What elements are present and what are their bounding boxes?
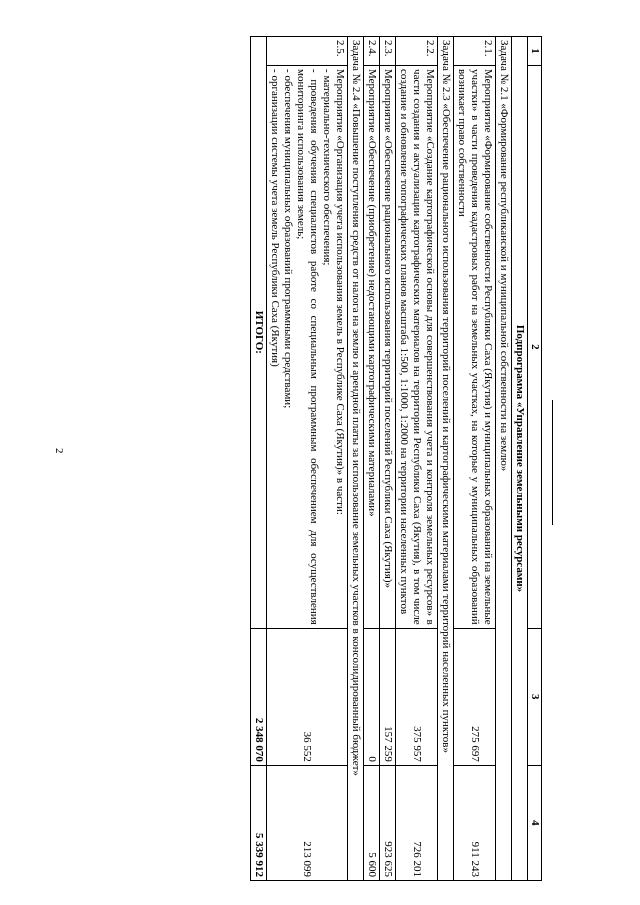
table-row: [364, 37, 380, 881]
list-item: - организации системы учета земель Республики Саха (Якутия): [269, 69, 281, 367]
divider-line: [552, 400, 553, 525]
amount-cell: 375 957: [396, 628, 438, 765]
total-row: [251, 37, 267, 881]
page-number: 2: [53, 448, 65, 454]
task-row: [438, 37, 454, 881]
amount-cell: 36 552: [267, 628, 348, 765]
item-description: Мероприятие «Обеспечение рационального использования территорий поселений Республики Саха (Якутия)»: [380, 66, 396, 629]
table-row: [380, 37, 396, 881]
amount-cell: 275 697: [454, 628, 496, 765]
task-row: [348, 37, 364, 881]
item-description: Мероприятие «Обеспечение (приобретение) недостающими картографическими материалами»: [364, 66, 380, 629]
task-title: Задача № 2.1 «Формирование республиканской и муниципальной собственности на землю»: [496, 37, 512, 881]
budget-table: [250, 36, 542, 881]
total-amount: 5 339 912: [251, 765, 267, 880]
subprogram-row: [512, 37, 528, 881]
rotated-table-sheet: [89, 36, 542, 881]
column-number: 4: [528, 765, 542, 880]
amount-cell: 213 099: [267, 765, 348, 880]
task-title: Задача № 2.4 «Повышение поступления средств от налога на землю и арендной платы за использование земельных участков в консолидированный бюджет»: [348, 37, 364, 881]
table-row: [396, 37, 438, 881]
column-number: 2: [528, 66, 542, 629]
table-row: [267, 37, 348, 881]
list-item: - материально-технического обеспечения;: [321, 69, 333, 266]
total-label: ИТОГО:: [251, 37, 267, 629]
item-number: 2.3.: [380, 37, 396, 66]
column-number: 3: [528, 628, 542, 765]
task-title: Задача № 2.3 «Обеспечение рационального использования территорий поселений и картографическими материалами территорий населенных пунктов»: [438, 37, 454, 881]
subprogram-title: Подпрограмма «Управление земельными ресурсами»: [512, 37, 528, 881]
amount-cell: 726 201: [396, 765, 438, 880]
list-item: - проведения обучения специалистов работе со специальным программным обеспечением для осуществления мониторинга использования земель;: [295, 69, 320, 625]
list-item: - обеспечения муниципальных образований программными средствами;: [282, 69, 294, 409]
column-number: 1: [528, 37, 542, 66]
item-number: 2.1.: [454, 37, 496, 66]
column-number-row: [528, 37, 542, 881]
amount-cell: 157 259: [380, 628, 396, 765]
total-amount: 2 348 070: [251, 628, 267, 765]
item-number: 2.5.: [267, 37, 348, 66]
item-description: [267, 66, 348, 629]
task-row: [496, 37, 512, 881]
amount-cell: 911 243: [454, 765, 496, 880]
item-number: 2.4.: [364, 37, 380, 66]
table-row: [454, 37, 496, 881]
amount-cell: 923 625: [380, 765, 396, 880]
amount-cell: 5 600: [364, 765, 380, 880]
item-number: 2.2.: [396, 37, 438, 66]
item-intro: Мероприятие «Организация учета использования земель в Республике Саха (Якутия)» в части:: [334, 69, 346, 515]
item-description: Мероприятие «Формирование собственности Республики Саха (Якутия) и муниципальных образований на земельные участки» в части проведения кадастровых работ на земельных участках, на которые у муниципальных образований возникает право собственности: [454, 66, 496, 629]
amount-cell: 0: [364, 628, 380, 765]
item-description: Мероприятие «Создание картографической основы для совершенствования учета и контроля земельных ресурсов» в части создания и актуализации картографических материалов на территории Республики Саха (Якутия), в том числе создание и обновление топографических планов масштаба 1:500, 1:1000, 1:2000 на территории населенных пунктов: [396, 66, 438, 629]
